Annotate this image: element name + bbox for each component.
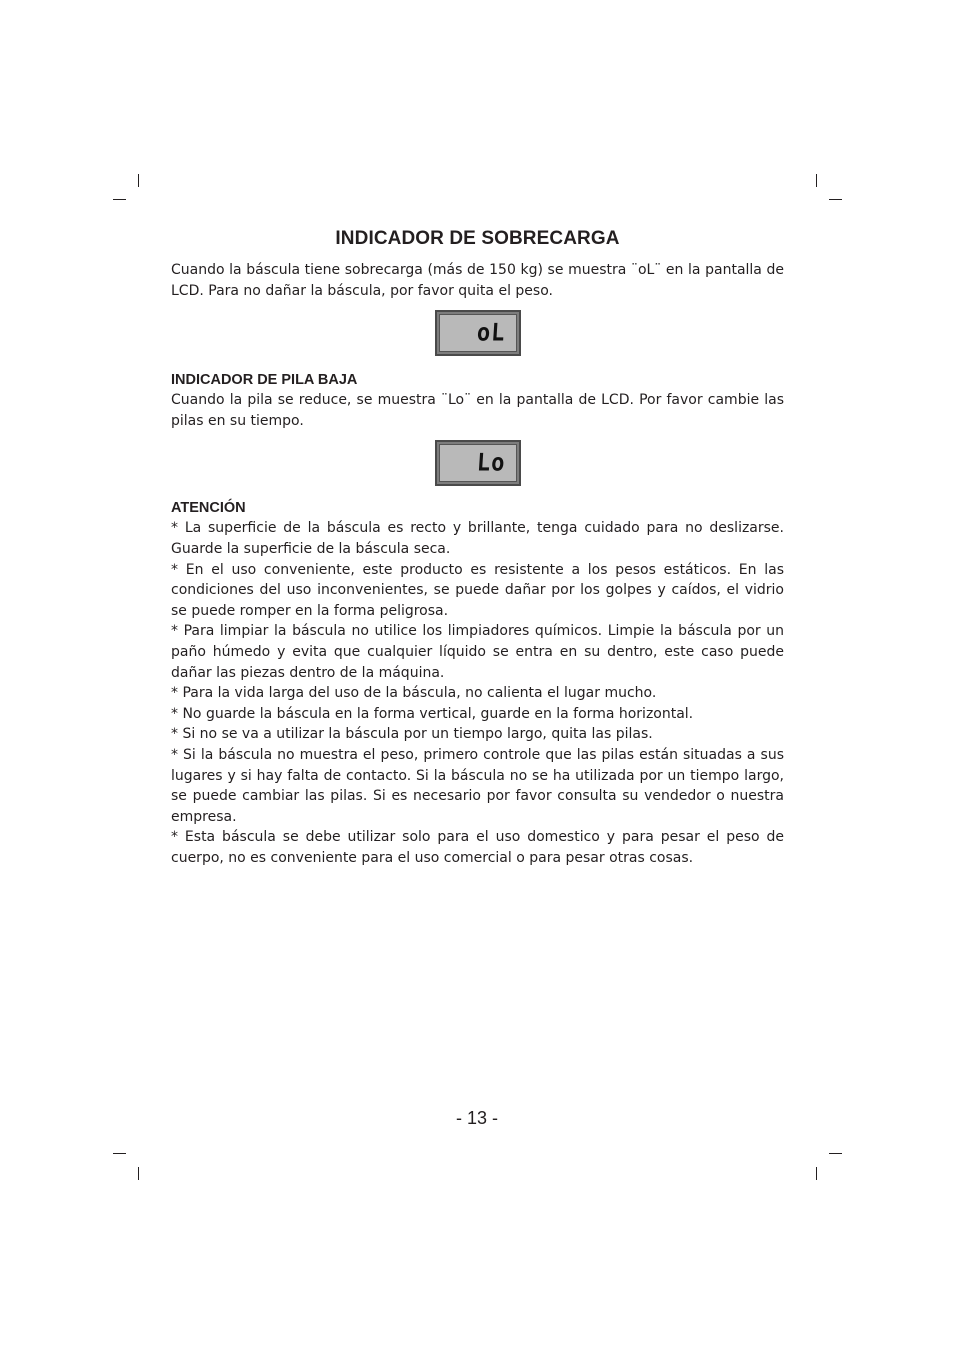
page-number: - 13 - — [455, 1108, 498, 1128]
attention-heading: ATENCIÓN — [171, 500, 246, 517]
attention-item: * Si la báscula no muestra el peso, primero controle que las pilas están situadas a sus lugares y si hay falta de contacto. Si la báscula no se ha utilizada por un tiempo largo, se puede cambiar las pilas. Si es necesario por favor consulta su vendedor o nuestra empresa. — [171, 746, 784, 825]
lcd-readout: oL — [476, 319, 507, 347]
lcd-display — [435, 310, 521, 356]
attention-item: * No guarde la báscula en la forma vertical, guarde en la forma horizontal. — [171, 705, 694, 722]
overload-paragraph: Cuando la báscula tiene sobrecarga (más de 150 kg) se muestra ¨oL¨ en la pantalla de LCD. Para no dañar la báscula, por favor quita el peso. — [171, 262, 784, 299]
crop-mark-top-left-horizontal — [113, 199, 126, 200]
attention-item: * Esta báscula se debe utilizar solo para el uso domestico y para pesar el peso de cuerpo, no es conveniente para el uso comercial o para pesar otras cosas. — [171, 829, 784, 866]
attention-item: * Si no se va a utilizar la báscula por un tiempo largo, quita las pilas. — [171, 726, 653, 743]
attention-item: * Para limpiar la báscula no utilice los limpiadores químicos. Limpie la báscula por un paño húmedo y evita que cualquier líquido se entra en su dentro, este caso puede dañar las piezas dentro de la máquina. — [171, 623, 784, 681]
low-battery-heading: INDICADOR DE PILA BAJA — [171, 372, 358, 389]
crop-mark-bottom-right-vertical — [816, 1167, 817, 1180]
page-title: INDICADOR DE SOBRECARGA — [335, 228, 620, 249]
crop-mark-top-right-horizontal — [829, 199, 842, 200]
crop-mark-bottom-right-horizontal — [829, 1153, 842, 1154]
low-battery-paragraph: Cuando la pila se reduce, se muestra ¨Lo¨ en la pantalla de LCD. Por favor cambie las pilas en su tiempo. — [171, 392, 784, 429]
lcd-screen — [439, 314, 517, 352]
lcd-readout: Lo — [476, 449, 507, 478]
crop-mark-bottom-left-horizontal — [113, 1153, 126, 1154]
crop-mark-top-right-vertical — [816, 174, 817, 187]
crop-mark-bottom-left-vertical — [138, 1167, 139, 1180]
low-battery-lcd-figure — [171, 440, 784, 486]
attention-item: * La superficie de la báscula es recto y brillante, tenga cuidado para no deslizarse. Guarde la superficie de la báscula seca. — [171, 520, 784, 557]
attention-item: * En el uso conveniente, este producto es resistente a los pesos estáticos. En las condiciones del uso inconvenientes, se puede dañar por los golpes y caídos, el vidrio se puede romper en la forma peligrosa. — [171, 561, 784, 619]
crop-mark-top-left-vertical — [138, 174, 139, 187]
lcd-display — [435, 440, 521, 486]
page-content — [171, 227, 784, 868]
attention-list — [171, 518, 784, 868]
overload-lcd-figure — [171, 310, 784, 356]
lcd-screen — [439, 444, 517, 482]
attention-item: * Para la vida larga del uso de la báscula, no calienta el lugar mucho. — [171, 685, 657, 702]
